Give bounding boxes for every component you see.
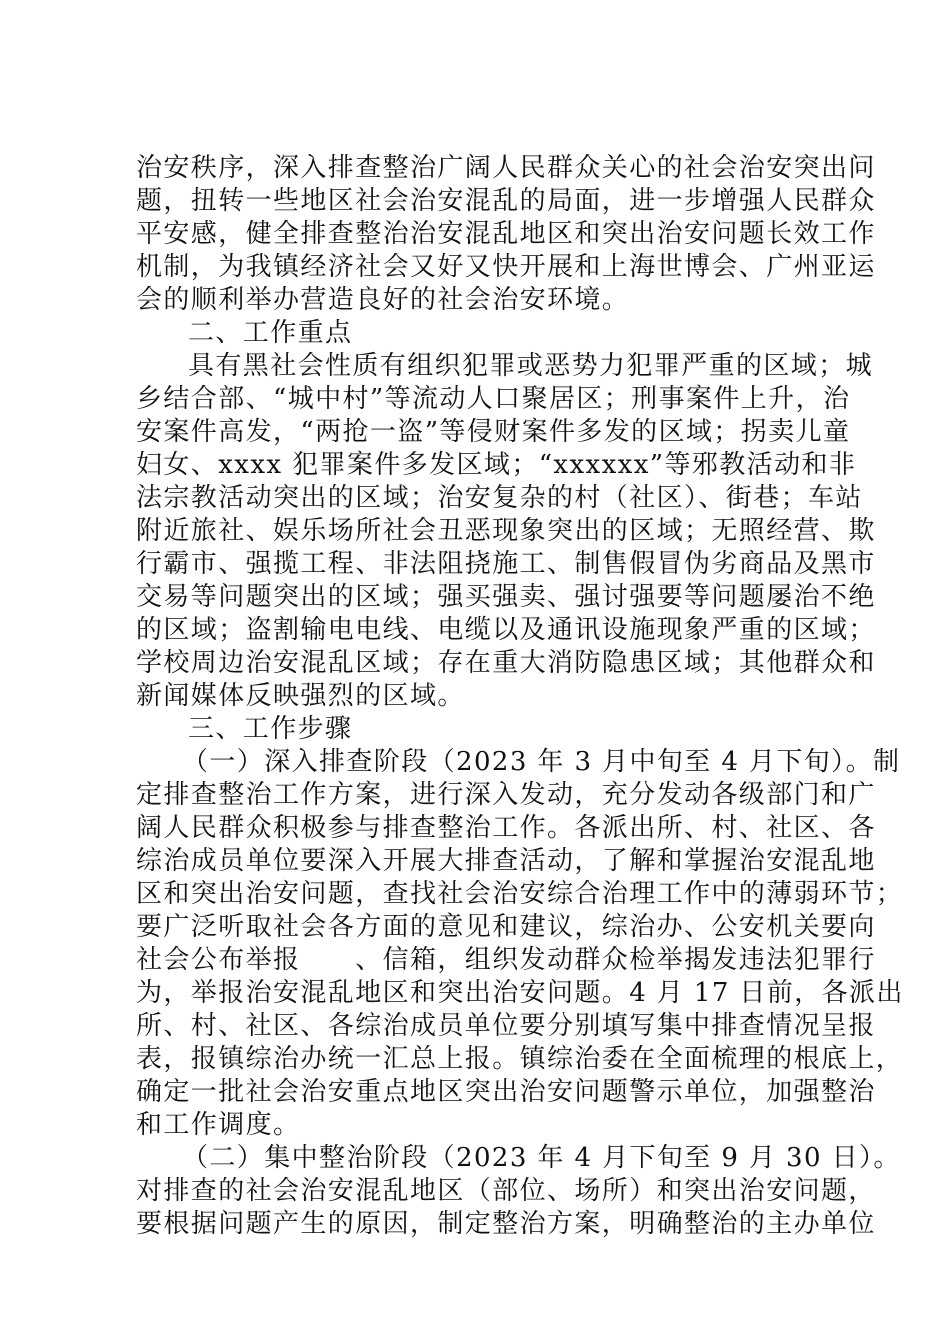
text-line: 要根据问题产生的原因，制定整治方案，明确整治的主办单位 (136, 1209, 876, 1239)
section-heading: 三、工作步骤 (188, 714, 353, 744)
text-line: 平安感，健全排查整治治安混乱地区和突出治安问题长效工作 (136, 219, 876, 249)
text-line: 所、村、社区、各综治成员单位要分别填写集中排查情况呈报 (136, 1011, 876, 1041)
text-line: 安案件高发，“两抢一盗”等侵财案件多发的区域；拐卖儿童 (136, 417, 851, 447)
text-line: 为，举报治安混乱地区和突出治安问题。4 月 17 日前，各派出 (136, 978, 904, 1008)
text-line: 的区域；盗割输电电线、电缆以及通讯设施现象严重的区域； (136, 615, 876, 645)
text-line: 机制，为我镇经济社会又好又快开展和上海世博会、广州亚运 (136, 252, 876, 282)
text-line: 社会公布举报 、信箱，组织发动群众检举揭发违法犯罪行 (136, 945, 876, 975)
document-body (136, 152, 904, 1241)
text-line: 行霸市、强揽工程、非法阻挠施工、制售假冒伪劣商品及黑市 (136, 549, 876, 579)
text-line: 区和突出治安问题，查找社会治安综合治理工作中的薄弱环节； (136, 879, 904, 909)
section-heading: 二、工作重点 (188, 318, 353, 348)
text-line: 学校周边治安混乱区域；存在重大消防隐患区域；其他群众和 (136, 648, 876, 678)
text-line: 确定一批社会治安重点地区突出治安问题警示单位，加强整治 (136, 1077, 876, 1107)
text-line: 乡结合部、“城中村”等流动人口聚居区；刑事案件上升，治 (136, 384, 851, 414)
text-line: 定排查整治工作方案，进行深入发动，充分发动各级部门和广 (136, 780, 876, 810)
text-line: 和工作调度。 (136, 1110, 301, 1140)
text-line: 阔人民群众积极参与排查整治工作。各派出所、村、社区、各 (136, 813, 876, 843)
text-line: 要广泛听取社会各方面的意见和建议，综治办、公安机关要向 (136, 912, 876, 942)
text-line: 题，扭转一些地区社会治安混乱的局面，进一步增强人民群众 (136, 186, 876, 216)
text-line: 法宗教活动突出的区域；治安复杂的村（社区）、街巷；车站 (136, 483, 863, 513)
text-line: 对排查的社会治安混乱地区（部位、场所）和突出治安问题， (136, 1176, 876, 1206)
text-line: 表，报镇综治办统一汇总上报。镇综治委在全面梳理的根底上， (136, 1044, 904, 1074)
text-line: 交易等问题突出的区域；强买强卖、强讨强要等问题屡治不绝 (136, 582, 876, 612)
text-line: 具有黑社会性质有组织犯罪或恶势力犯罪严重的区域；城 (188, 351, 874, 381)
text-line: 综治成员单位要深入开展大排查活动，了解和掌握治安混乱地 (136, 846, 876, 876)
subsection-line: （一）深入排查阶段（2023 年 3 月中旬至 4 月下旬）。制 (182, 747, 901, 777)
text-line: 治安秩序，深入排查整治广阔人民群众关心的社会治安突出问 (136, 153, 876, 183)
text-line: 会的顺利举办营造良好的社会治安环境。 (136, 285, 630, 315)
text-line: 妇女、xxxx 犯罪案件多发区域；“xxxxxx”等邪教活动和非 (136, 450, 857, 480)
text-line: 新闻媒体反映强烈的区域。 (136, 681, 465, 711)
subsection-line: （二）集中整治阶段（2023 年 4 月下旬至 9 月 30 日）。 (182, 1143, 901, 1173)
text-line: 附近旅社、娱乐场所社会丑恶现象突出的区域；无照经营、欺 (136, 516, 876, 546)
